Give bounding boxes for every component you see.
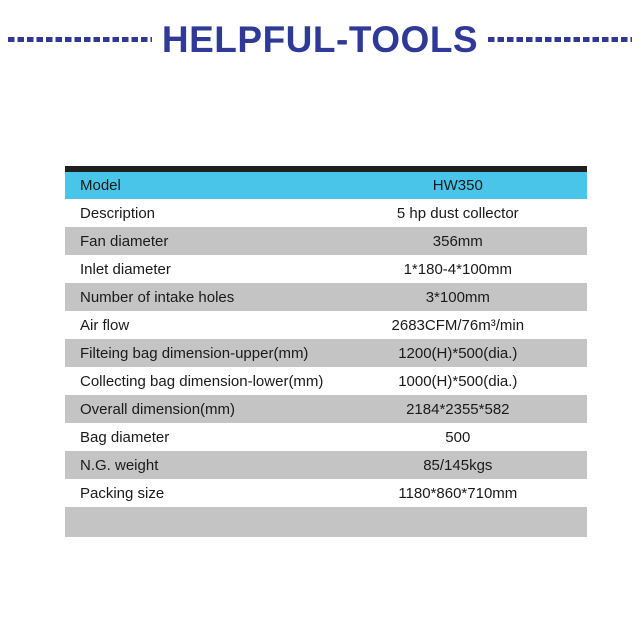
row-label: Model [80, 177, 121, 194]
table-row [65, 479, 587, 507]
row-label: N.G. weight [80, 456, 159, 474]
row-label: Inlet diameter [80, 260, 171, 278]
brand-title: HELPFUL-TOOLS [161, 18, 479, 60]
table-row [65, 367, 587, 395]
row-label: Number of intake holes [80, 288, 235, 306]
row-label: Fan diameter [80, 232, 169, 250]
row-value: 1*180-4*100mm [403, 260, 512, 278]
row-label: Filteing bag dimension-upper(mm) [80, 344, 309, 362]
table-row [65, 423, 587, 451]
row-label: Air flow [80, 316, 130, 334]
row-value: 2184*2355*582 [406, 400, 510, 418]
row-label: Collecting bag dimension-lower(mm) [80, 372, 324, 390]
row-value: 5 hp dust collector [396, 204, 519, 222]
row-label: Description [80, 204, 156, 222]
table-row [65, 199, 587, 227]
table-row [65, 339, 587, 367]
row-value: 1200(H)*500(dia.) [398, 344, 518, 362]
row-value: HW350 [432, 177, 483, 194]
row-value: 3*100mm [425, 288, 490, 306]
table-row [65, 227, 587, 255]
table-row [65, 255, 587, 283]
right-dash-divider [488, 37, 632, 42]
table-row [65, 283, 587, 311]
table-row [65, 395, 587, 423]
row-value: 1180*860*710mm [398, 484, 518, 502]
spec-table [65, 166, 587, 537]
row-value: 356mm [432, 232, 483, 250]
left-dash-divider [8, 37, 152, 42]
row-value: 1000(H)*500(dia.) [398, 372, 518, 390]
row-value: 2683CFM/76m³/min [391, 316, 525, 334]
table-header-row [65, 172, 587, 199]
table-row [65, 311, 587, 339]
table-row [65, 507, 587, 537]
row-label: Overall dimension(mm) [80, 400, 236, 418]
brand-header [0, 16, 640, 62]
row-value: 500 [445, 428, 471, 446]
row-label: Packing size [80, 484, 165, 502]
row-value: 85/145kgs [423, 456, 493, 474]
table-row [65, 451, 587, 479]
row-label: Bag diameter [80, 428, 170, 446]
